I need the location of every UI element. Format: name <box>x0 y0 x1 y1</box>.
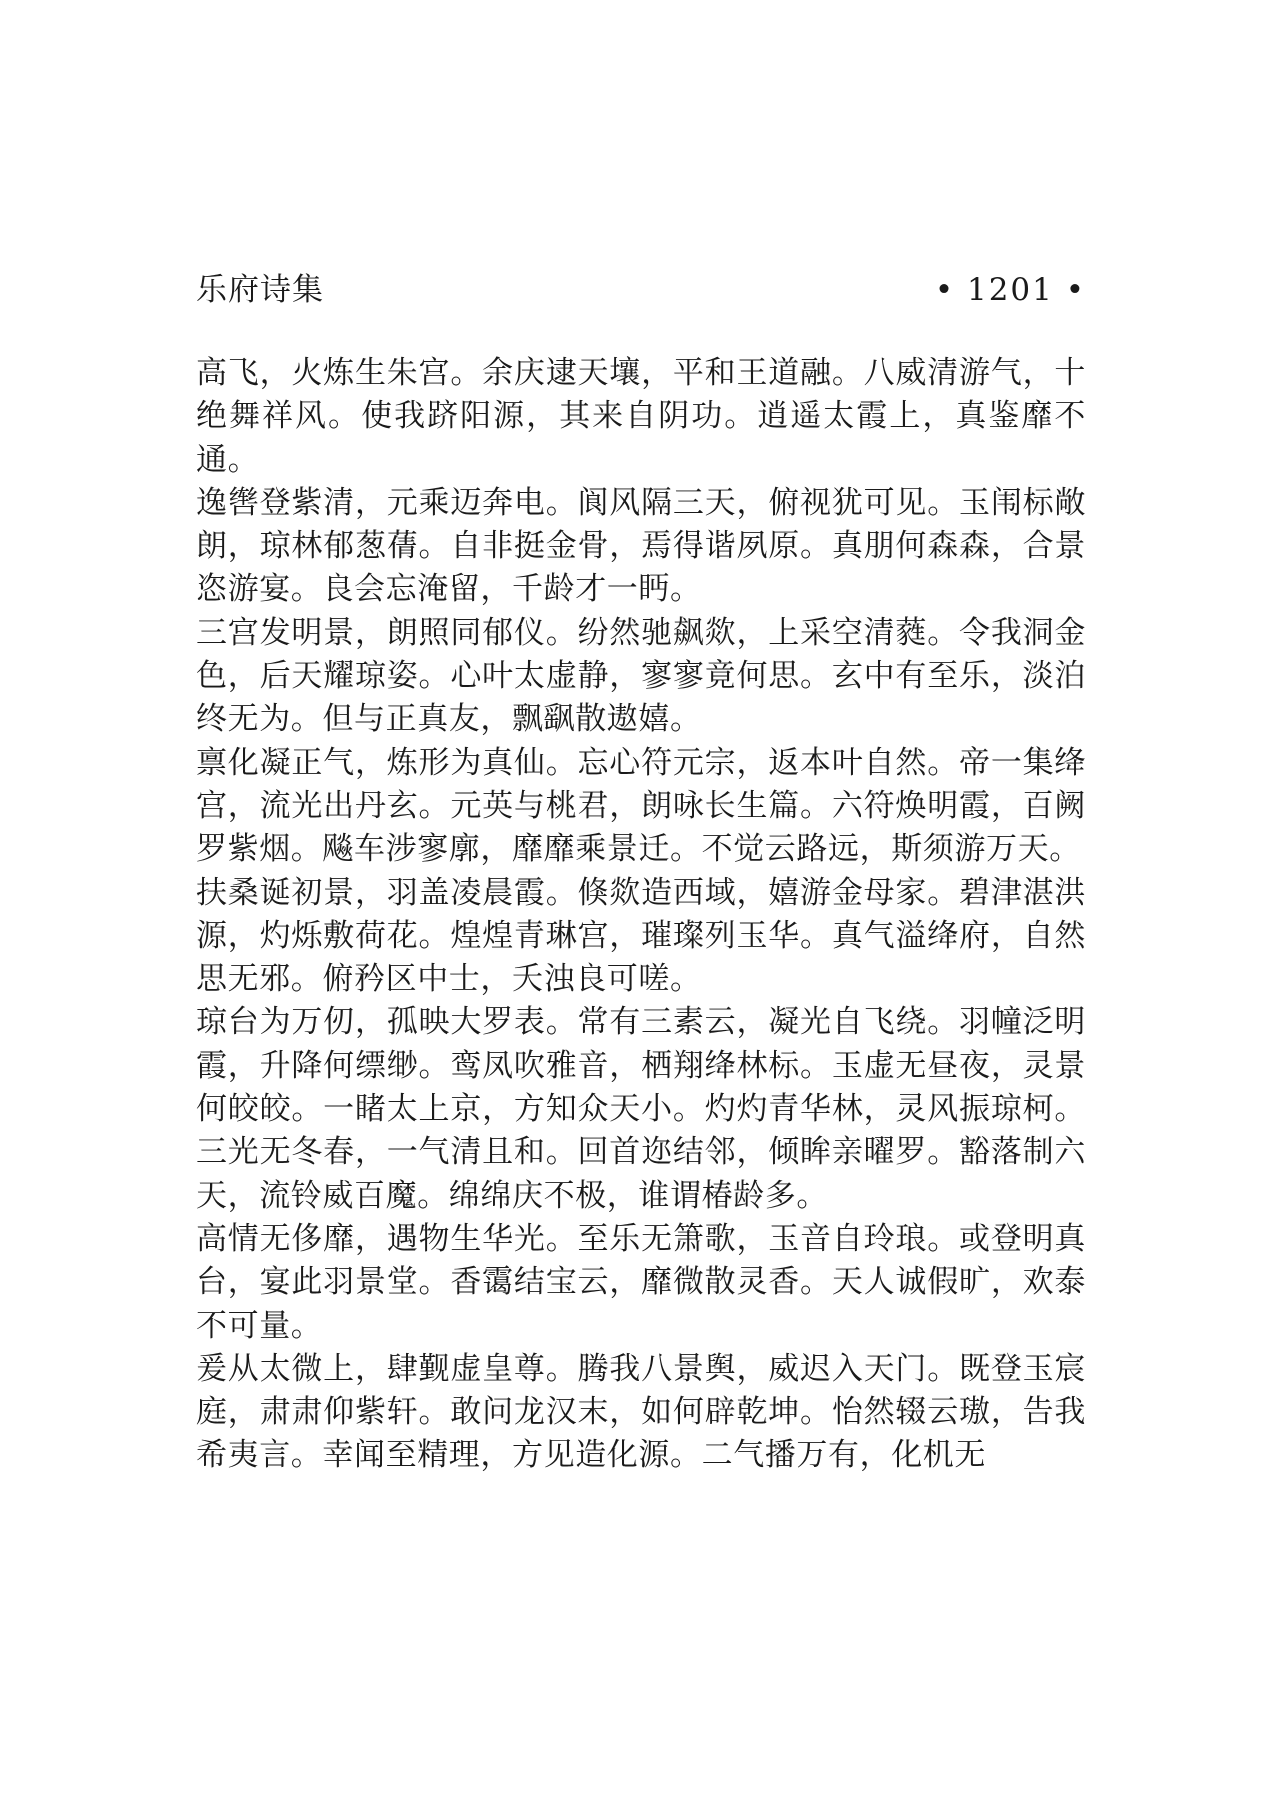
stanza: 爰从太微上，肆觐虚皇尊。腾我八景舆，威迟入天门。既登玉宸庭，肃肃仰紫轩。敢问龙汉末，如何辟乾坤。怡然辍云璈，告我希夷言。幸闻至精理，方见造化源。二气播万有，化机无 <box>196 1350 1086 1474</box>
stanza: 琼台为万仞，孤映大罗表。常有三素云，凝光自飞绕。羽幢泛明霞，升降何缥缈。鸾凤吹雅音，栖翔绛林标。玉虚无昼夜，灵景何皎皎。一睹太上京，方知众天小。灼灼青华林，灵风振琼柯。三光无冬春，一气清且和。回首迩结邻，倾眸亲曜罗。豁落制六天，流铃威百魔。绵绵庆不极，谁谓椿龄多。 <box>196 1004 1086 1214</box>
stanza: 扶桑诞初景，羽盖凌晨霞。倏欻造西域，嬉游金母家。碧津湛洪源，灼烁敷荷花。煌煌青琳宫，璀璨列玉华。真气溢绛府，自然思无邪。俯矜区中士，夭浊良可嗟。 <box>196 874 1086 998</box>
stanza: 三宫发明景，朗照同郁仪。纷然驰飙欻，上采空清蕤。令我洞金色，后天耀琼姿。心叶太虚静，寥寥竟何思。玄中有至乐，淡泊终无为。但与正真友，飘飖散遨嬉。 <box>196 614 1086 738</box>
running-header <box>196 268 1086 312</box>
stanza: 逸辔登紫清，元乘迈奔电。阆风隔三天，俯视犹可见。玉闱标敞朗，琼林郁葱蒨。自非挺金骨，焉得谐夙原。真朋何森森，合景恣游宴。良会忘淹留，千龄才一眄。 <box>196 484 1086 608</box>
poem-body <box>196 352 1086 1478</box>
page-number: • 1201 • <box>934 272 1086 308</box>
stanza: 高情无侈靡，遇物生华光。至乐无箫歌，玉音自玲琅。或登明真台，宴此羽景堂。香霭结宝云，靡微散灵香。天人诚假旷，欢泰不可量。 <box>196 1220 1086 1344</box>
stanza: 禀化凝正气，炼形为真仙。忘心符元宗，返本叶自然。帝一集绛宫，流光出丹玄。元英与桃君，朗咏长生篇。六符焕明霞，百阙罗紫烟。飚车涉寥廓，靡靡乘景迁。不觉云路远，斯须游万天。 <box>196 744 1086 868</box>
book-title: 乐府诗集 <box>196 272 324 308</box>
stanza: 高飞，火炼生朱宫。余庆逮天壤，平和王道融。八威清游气，十绝舞祥风。使我跻阳源，其来自阴功。逍遥太霞上，真鉴靡不通。 <box>196 355 1086 478</box>
